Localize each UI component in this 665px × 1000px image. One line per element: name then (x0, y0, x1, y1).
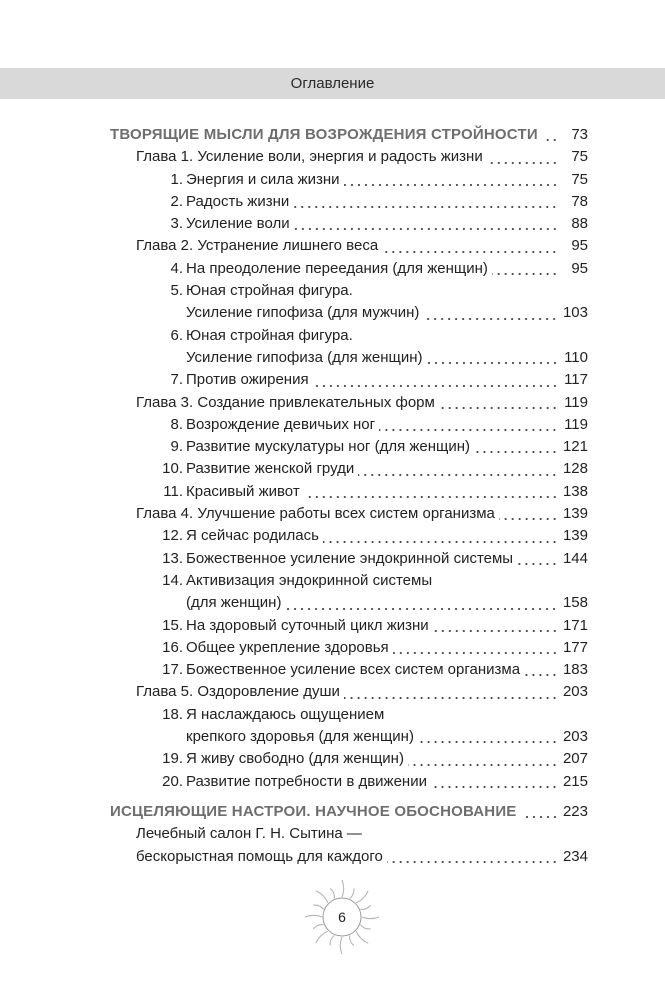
toc-entry-14[interactable] (110, 570, 588, 615)
toc-number: 16. (162, 638, 183, 656)
toc-page: 171 (562, 616, 588, 634)
toc-page: 95 (571, 259, 588, 277)
toc-page: 177 (562, 638, 588, 656)
leader-dots (393, 651, 558, 655)
leader-dots (408, 763, 558, 767)
toc-entry-5[interactable] (110, 280, 588, 325)
toc-page: 110 (564, 348, 588, 366)
toc-page: 234 (562, 847, 588, 865)
leader-dots (382, 250, 558, 254)
toc-title-line2: крепкого здоровья (для женщин) (186, 728, 414, 746)
toc-page: 121 (562, 438, 588, 456)
leader-dots (427, 361, 558, 365)
toc-page: 207 (562, 750, 588, 768)
toc-title: Развитие потребности в движении (186, 772, 427, 790)
toc-title: Усиление воли (186, 215, 290, 233)
toc-number: 15. (162, 616, 183, 634)
toc-chapter-4[interactable] (110, 503, 588, 525)
toc-page: 88 (571, 215, 588, 233)
toc-entry-16[interactable] (110, 637, 588, 659)
toc-section-1[interactable] (110, 124, 588, 146)
toc-title-line2: Усиление гипофиза (для мужчин) (186, 304, 420, 322)
toc-page: 183 (562, 661, 588, 679)
leader-dots (474, 450, 558, 454)
toc-entry-4[interactable] (110, 258, 588, 280)
toc-title: Развитие мускулатуры ног (для женщин) (186, 438, 471, 456)
toc-page: 158 (562, 594, 588, 612)
toc-entry-19[interactable] (110, 748, 588, 770)
leader-dots (344, 183, 558, 187)
toc-title-line2: бескорыстная помощь для каждого (136, 847, 383, 865)
leader-dots (423, 317, 558, 321)
toc-entry-salon[interactable] (110, 823, 588, 868)
toc-chapter-1[interactable] (110, 146, 588, 168)
toc-title: Я сейчас родилась (186, 527, 319, 545)
leader-dots (439, 406, 558, 410)
toc-number: 2. (170, 192, 183, 210)
toc-title-line1: Юная стройная фигура. (186, 326, 353, 344)
toc-page: 75 (571, 148, 588, 166)
toc-title: Глава 4. Улучшение работы всех систем организма (136, 505, 495, 523)
toc-entry-13[interactable] (110, 548, 588, 570)
toc-number: 12. (162, 527, 183, 545)
toc-number: 19. (162, 750, 183, 768)
toc-number: 20. (162, 772, 183, 790)
toc-page: 78 (571, 192, 588, 210)
toc-title: Божественное усиление всех систем организма (186, 661, 521, 679)
toc-chapter-3[interactable] (110, 392, 588, 414)
leader-dots (313, 384, 558, 388)
toc-title-line1: Юная стройная фигура. (186, 282, 353, 300)
toc-entry-10[interactable] (110, 458, 588, 480)
toc-title: Глава 2. Устранение лишнего веса (136, 237, 379, 255)
toc-entry-20[interactable] (110, 771, 588, 793)
toc-page: 119 (564, 415, 588, 433)
toc-entry-9[interactable] (110, 436, 588, 458)
leader-dots (344, 696, 558, 700)
toc-title-line2: (для женщин) (186, 594, 282, 612)
toc-title-line2: Усиление гипофиза (для женщин) (186, 348, 423, 366)
toc-page: 75 (571, 170, 588, 188)
toc-page: 128 (562, 460, 588, 478)
toc-number: 8. (170, 415, 183, 433)
toc-title: Красивый живот (186, 482, 300, 500)
toc-entry-2[interactable] (110, 191, 588, 213)
toc-entry-12[interactable] (110, 525, 588, 547)
toc-entry-15[interactable] (110, 615, 588, 637)
toc-page: 223 (562, 802, 588, 820)
toc-page: 103 (562, 304, 588, 322)
toc-page: 203 (562, 683, 588, 701)
toc-title: На преодоление переедания (для женщин) (186, 259, 488, 277)
toc-entry-1[interactable] (110, 169, 588, 191)
toc-page: 139 (562, 505, 588, 523)
toc-title: Энергия и сила жизни (186, 170, 340, 188)
toc-number: 7. (170, 371, 183, 389)
toc-title: Возрождение девичьих ног (186, 415, 376, 433)
toc-title-line1: Лечебный салон Г. Н. Сытина — (136, 825, 362, 843)
toc-number: 11. (163, 482, 183, 500)
toc-title: Развитие женской груди (186, 460, 355, 478)
toc-number: 9. (170, 438, 183, 456)
leader-dots (524, 673, 558, 677)
toc-page: 73 (571, 126, 588, 143)
page-number (303, 878, 381, 956)
leader-dots (433, 629, 558, 633)
toc-entry-11[interactable] (110, 481, 588, 503)
toc-title: Я живу свободно (для женщин) (186, 750, 404, 768)
toc-number: 3. (170, 215, 183, 233)
leader-dots (431, 785, 558, 789)
leader-dots (304, 495, 558, 499)
toc-section-2[interactable] (110, 801, 588, 823)
leader-dots (487, 161, 558, 165)
leader-dots (521, 815, 558, 819)
toc-entry-8[interactable] (110, 414, 588, 436)
toc-entry-7[interactable] (110, 369, 588, 391)
toc-page: 203 (562, 728, 588, 746)
toc-page: 138 (562, 482, 588, 500)
toc-number: 5. (170, 282, 183, 300)
toc-title: Божественное усиление эндокринной системы (186, 549, 514, 567)
toc-entry-6[interactable] (110, 325, 588, 370)
leader-dots (492, 272, 558, 276)
toc-title: Глава 5. Оздоровление души (136, 683, 340, 701)
leader-dots (542, 138, 558, 142)
toc-title: ТВОРЯЩИЕ МЫСЛИ ДЛЯ ВОЗРОЖДЕНИЯ СТРОЙНОСТИ (110, 126, 538, 143)
toc-page: 117 (564, 371, 588, 389)
leader-dots (517, 562, 558, 566)
toc-page: 139 (562, 527, 588, 545)
toc-entry-18[interactable] (110, 704, 588, 749)
header-title: Оглавление (290, 75, 375, 92)
toc-number: 17. (162, 661, 183, 679)
table-of-contents (110, 124, 588, 868)
toc-title: Против ожирения (186, 371, 309, 389)
leader-dots (379, 428, 558, 432)
toc-number: 14. (162, 571, 183, 589)
leader-dots (418, 740, 558, 744)
leader-dots (499, 517, 558, 521)
leader-dots (323, 540, 558, 544)
toc-entry-3[interactable] (110, 213, 588, 235)
toc-title-line1: Активизация эндокринной системы (186, 571, 433, 589)
leader-dots (294, 227, 558, 231)
leader-dots (285, 607, 558, 611)
toc-title: Глава 1. Усиление воли, энергия и радость жизни (136, 148, 483, 166)
toc-title: ИСЦЕЛЯЮЩИЕ НАСТРОИ. НАУЧНОЕ ОБОСНОВАНИЕ (110, 802, 517, 820)
toc-title: На здоровый суточный цикл жизни (186, 616, 429, 634)
page-number-text: 6 (338, 909, 346, 925)
leader-dots (358, 473, 558, 477)
running-header (0, 68, 665, 99)
toc-title: Радость жизни (186, 192, 290, 210)
toc-number: 10. (162, 460, 183, 478)
toc-title: Глава 3. Создание привлекательных форм (136, 393, 435, 411)
toc-page: 144 (562, 549, 588, 567)
toc-chapter-5[interactable] (110, 681, 588, 703)
toc-entry-17[interactable] (110, 659, 588, 681)
toc-number: 18. (162, 705, 183, 723)
toc-chapter-2[interactable] (110, 235, 588, 257)
toc-page: 215 (562, 772, 588, 790)
toc-number: 13. (162, 549, 183, 567)
leader-dots (387, 860, 558, 864)
leader-dots (293, 205, 558, 209)
toc-title-line1: Я наслаждаюсь ощущением (186, 705, 385, 723)
toc-number: 4. (170, 259, 183, 277)
toc-number: 1. (170, 170, 183, 188)
toc-number: 6. (170, 326, 183, 344)
toc-page: 119 (564, 393, 588, 411)
toc-page: 95 (571, 237, 588, 255)
toc-title: Общее укрепление здоровья (186, 638, 389, 656)
